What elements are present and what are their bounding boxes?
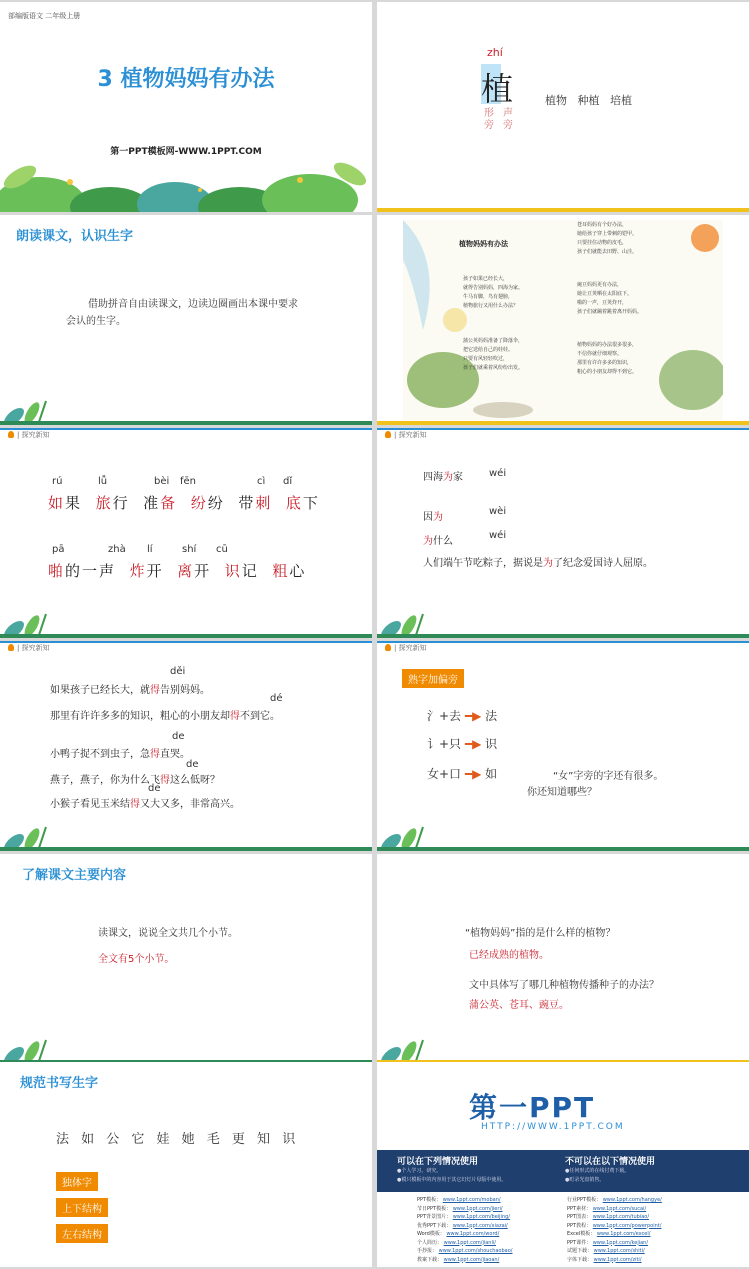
top-line [0, 428, 372, 430]
slide-site-info[interactable] [377, 1062, 749, 1267]
sentence-1: 四海为家 [423, 472, 463, 483]
note-line-1: “女”字旁的字还有很多。 [553, 771, 664, 782]
pinyin-label: cū [216, 544, 228, 555]
section-tag: | 探究新知 [385, 643, 427, 653]
pinyin-4: de [186, 759, 199, 770]
slide-polyphone-wei[interactable] [377, 428, 749, 638]
slide-main-content[interactable] [0, 854, 372, 1064]
single-structure-button[interactable]: 独体字 [56, 1172, 98, 1191]
pinyin-3: wéi [489, 530, 507, 541]
top-line [377, 641, 749, 643]
slide-writing[interactable] [0, 1062, 372, 1267]
link-row[interactable]: 手抄报： www.1ppt.com/shouchaobao/ [417, 1248, 513, 1254]
body-text-line2: 会认的生字。 [66, 316, 126, 327]
link-row[interactable]: Word模板： www.1ppt.com/word/ [417, 1231, 500, 1237]
answer-2: 蒲公英、苍耳、豌豆。 [469, 1000, 569, 1011]
left-right-structure-button[interactable]: 左右结构 [56, 1224, 108, 1243]
bulb-icon [385, 431, 391, 438]
pinyin-label: shí [182, 544, 197, 555]
section-heading: 了解课文主要内容 [22, 868, 127, 883]
can-use-1: ●个人学习、研究。 [397, 1168, 442, 1174]
pinyin-label: dǐ [283, 476, 293, 487]
link-row[interactable]: PPT教程： www.1ppt.com/powerpoint/ [567, 1222, 662, 1229]
link-row[interactable]: 节日PPT模板： www.1ppt.com/jieri/ [417, 1205, 503, 1212]
formula-row-2: 讠+只 ━▶ 识 [427, 737, 498, 751]
pinyin-1: děi [170, 666, 186, 677]
slide-text-page[interactable] [377, 215, 749, 425]
link-row[interactable]: PPT素材： www.1ppt.com/sucai/ [567, 1205, 647, 1212]
lesson-title: 3 植物妈妈有办法 [97, 67, 275, 92]
top-line [377, 428, 749, 430]
link-row[interactable]: Excel模板： www.1ppt.com/excel/ [567, 1231, 651, 1237]
links-left [417, 1196, 512, 1264]
radical-label-sound: 声 旁 [503, 108, 513, 131]
formula-row-3: 女+口 ━▶ 如 [427, 767, 498, 781]
answer-text: 全文有5个小节。 [98, 954, 175, 965]
bottom-bar [0, 634, 372, 638]
question-2: 文中具体写了哪几种植物传播种子的办法？ [469, 980, 659, 991]
stanza-5: 植物妈妈的办法很多很多， 不信你就仔细观察。 那里有许许多多的知识， 粗心的小朋友却得不到它。 [577, 342, 638, 375]
pinyin-label: lí [147, 544, 153, 555]
word-row-1: 如果 旅行 准备 纷纷 带刺 底下 [48, 494, 320, 512]
sentence-3: 为什么 [423, 536, 453, 547]
section-tag: | 探究新知 [8, 430, 50, 440]
section-tag: | 探究新知 [8, 643, 50, 653]
character-list: 法 如 公 它 娃 她 毛 更 知 识 [56, 1132, 300, 1147]
pinyin-3: de [172, 731, 185, 742]
sentence-1: 如果孩子已经长大，就得告别妈妈。 [50, 685, 210, 696]
bulb-icon [385, 644, 391, 651]
sentence-2: 那里有许许多多的知识，粗心的小朋友却得不到它。 [50, 711, 280, 722]
bottom-bar [377, 634, 749, 638]
link-row[interactable]: 字体下载： www.1ppt.com/ziti/ [567, 1256, 642, 1263]
section-heading: 规范书写生字 [20, 1076, 99, 1091]
link-row[interactable]: PPT图表： www.1ppt.com/tubiao/ [567, 1214, 650, 1220]
link-row[interactable]: 试题下载： www.1ppt.com/shiti/ [567, 1248, 645, 1254]
link-row[interactable]: 优秀PPT下载： www.1ppt.com/xiazai/ [417, 1222, 508, 1229]
pinyin-label: bèi [154, 476, 170, 487]
cannot-use-2: ●町录光盘销售。 [565, 1177, 605, 1183]
site-logo: 第一PPT [469, 1091, 596, 1124]
pinyin-2: dé [270, 693, 283, 704]
link-row[interactable]: 行业PPT模板： www.1ppt.com/hangye/ [567, 1197, 662, 1203]
bottom-bar [377, 847, 749, 851]
pinyin-label: cì [257, 476, 266, 487]
sentence-2: 因为 [423, 512, 443, 523]
sentence-3: 小鸭子捉不到虫子，急得直哭。 [50, 749, 190, 760]
bottom-bar [377, 208, 749, 212]
word-list: 植物 种植 培植 [545, 94, 632, 107]
pinyin-label: lǚ [98, 476, 108, 487]
question-text: 读课文，说说全文共几个小节。 [98, 928, 238, 939]
site-url[interactable]: HTTP://WWW.1PPT.COM [481, 1122, 625, 1132]
links-right [567, 1196, 662, 1264]
arrow-right-icon: ━▶ [464, 737, 482, 751]
cannot-use-1: ●任何形式的在线付费下载。 [565, 1168, 630, 1174]
arrow-right-icon: ━▶ [464, 767, 482, 781]
radical-label-form: 形 旁 [484, 108, 494, 131]
slide-polyphone-de[interactable] [0, 641, 372, 851]
bulb-icon [8, 431, 14, 438]
familiar-char-button[interactable]: 熟字加偏旁 [402, 669, 464, 688]
formula-row-1: 氵+去 ━▶ 法 [427, 709, 498, 723]
stanza-2: 蒲公英妈妈准备了降落伞， 把它送给自己的娃娃。 只要有风轻轻吹过， 孩子们就乘着风纷纷出发。 [463, 338, 524, 371]
link-row[interactable]: PPT课件： www.1ppt.com/kejian/ [567, 1239, 649, 1246]
can-use-2: ●模只模板中的内容用于其它幻灯片母版中使用。 [397, 1177, 507, 1183]
pinyin-label: fēn [180, 476, 197, 487]
pinyin-1: wéi [489, 468, 507, 479]
bulb-icon [8, 644, 14, 651]
top-bottom-structure-button[interactable]: 上下结构 [56, 1198, 108, 1217]
pinyin-label: pā [52, 544, 65, 555]
sentence-4: 燕子，燕子，你为什么飞得这么低呀？ [50, 775, 220, 786]
link-row[interactable]: 教案下载： www.1ppt.com/jiaoan/ [417, 1256, 500, 1263]
slide-read-aloud[interactable] [0, 215, 372, 425]
question-1: “植物妈妈”指的是什么样的植物？ [465, 928, 616, 939]
pinyin-label: zhà [108, 544, 126, 555]
page-illustration [403, 220, 723, 420]
link-row[interactable]: 个人简历： www.1ppt.com/jianli/ [417, 1239, 496, 1246]
answer-1: 已经成熟的植物。 [469, 950, 549, 961]
plants-decoration [0, 152, 372, 212]
sentence-4: 人们端午节吃粽子，据说是为了纪念爱国诗人屈原。 [423, 558, 653, 569]
note-line-2: 你还知道哪些？ [527, 787, 597, 798]
section-heading: 朗读课文，认识生字 [16, 229, 134, 244]
cannot-use-title: 不可以在以下情况使用 [565, 1157, 656, 1167]
stanza-3: 苍耳妈妈有个好办法， 她给孩子穿上带刺的铠甲。 只要挂住动物的皮毛， 孩子们就能去田野、山洼。 [577, 222, 638, 255]
pinyin-label: rú [52, 476, 63, 487]
slide-title[interactable] [0, 2, 372, 212]
link-row[interactable]: PPT背景图片： www.1ppt.com/beijing/ [417, 1214, 510, 1220]
text-title: 植物妈妈有办法 [459, 240, 508, 248]
bottom-bar [0, 421, 372, 425]
bottom-bar [0, 847, 372, 851]
arrow-right-icon: ━▶ [464, 709, 482, 723]
link-row[interactable]: PPT模板： www.1ppt.com/moban/ [417, 1197, 501, 1203]
pinyin-2: wèi [489, 506, 507, 517]
stanza-1: 孩子如果已经长大， 就得告别妈妈，四海为家。 牛马有脚，鸟有翅膀， 植物旅行又用什么办法？ [463, 276, 524, 309]
section-tag: | 探究新知 [385, 430, 427, 440]
char-pinyin: zhí [487, 46, 503, 59]
bottom-bar [377, 421, 749, 425]
site-label: 第一PPT模板网-WWW.1PPT.COM [110, 147, 262, 157]
main-character: 植 [481, 70, 514, 108]
slide-questions[interactable] [377, 854, 749, 1064]
body-text-line1: 借助拼音自由读课文，边读边圈画出本课中要求 [88, 299, 298, 310]
can-use-title: 可以在下列情况使用 [397, 1157, 479, 1167]
slide-add-radicals[interactable] [377, 641, 749, 851]
slide-character[interactable] [377, 2, 749, 212]
slide-pinyin-words[interactable] [0, 428, 372, 638]
stanza-4: 豌豆妈妈更有办法， 她让豆荚晒在太阳底下。 啪的一声，豆荚炸开， 孩子们就蹦着跳着离开妈妈。 [577, 282, 643, 315]
top-line [0, 641, 372, 643]
textbook-header: 部编版语文 二年级上册 [8, 12, 81, 20]
sentence-5: 小猴子看见玉米结得又大又多，非常高兴。 [50, 799, 240, 810]
word-row-2: 啪的一声 炸开 离开 识记 粗心 [48, 562, 307, 580]
pinyin-5: de [148, 783, 161, 794]
